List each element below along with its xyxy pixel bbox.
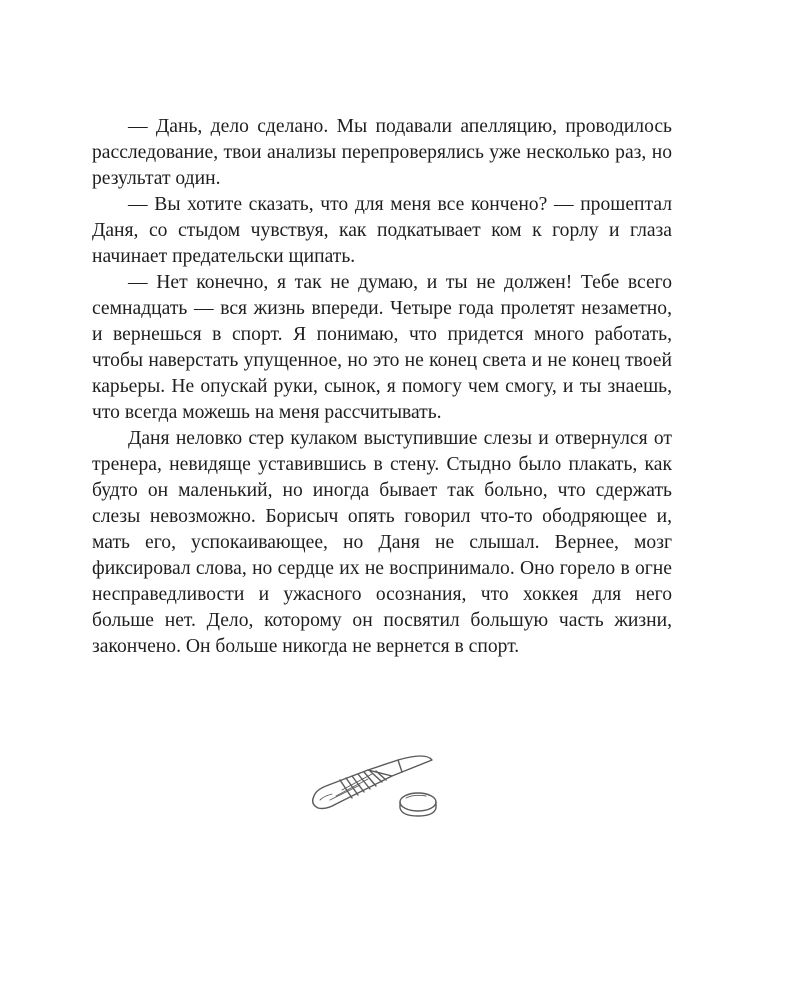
hockey-stick-and-puck-icon: [306, 748, 446, 820]
paragraph-1: — Дань, дело сделано. Мы подавали апелляцию, проводилось расследование, твои анализы перепроверялись уже несколько раз, но результат один.: [92, 116, 672, 189]
book-page-text: [92, 114, 672, 660]
paragraph-4: Даня неловко стер кулаком выступившие слезы и отвернулся от тренера, невидяще уставившись в стену. Стыдно было плакать, как будто он маленький, но иногда бывает так больно, что сдержать слезы невозможно. Борисыч опять говорил что-то ободряющее и, мать его, успокаивающее, но Даня не слышал. Вернее, мозг фиксировал слова, но сердце их не воспринимало. Оно горело в огне несправедливости и ужасного осознания, что хоккея для него больше нет. Дело, которому он посвятил большую часть жизни, закончено. Он больше никогда не вернется в спорт.: [92, 428, 672, 657]
paragraph-2: — Вы хотите сказать, что для меня все кончено? — прошептал Даня, со стыдом чувствуя, как подкатывает ком к горлу и глаза начинает предательски щипать.: [92, 194, 672, 267]
paragraph-3: — Нет конечно, я так не думаю, и ты не должен! Тебе всего семнадцать — вся жизнь впереди. Четыре года пролетят незаметно, и вернешься в спорт. Я понимаю, что придется много работать, чтобы наверстать упущенное, но это не конец света и не конец твоей карьеры. Не опускай руки, сынок, я помогу чем смогу, и ты знаешь, что всегда можешь на меня рассчитывать.: [92, 272, 672, 423]
